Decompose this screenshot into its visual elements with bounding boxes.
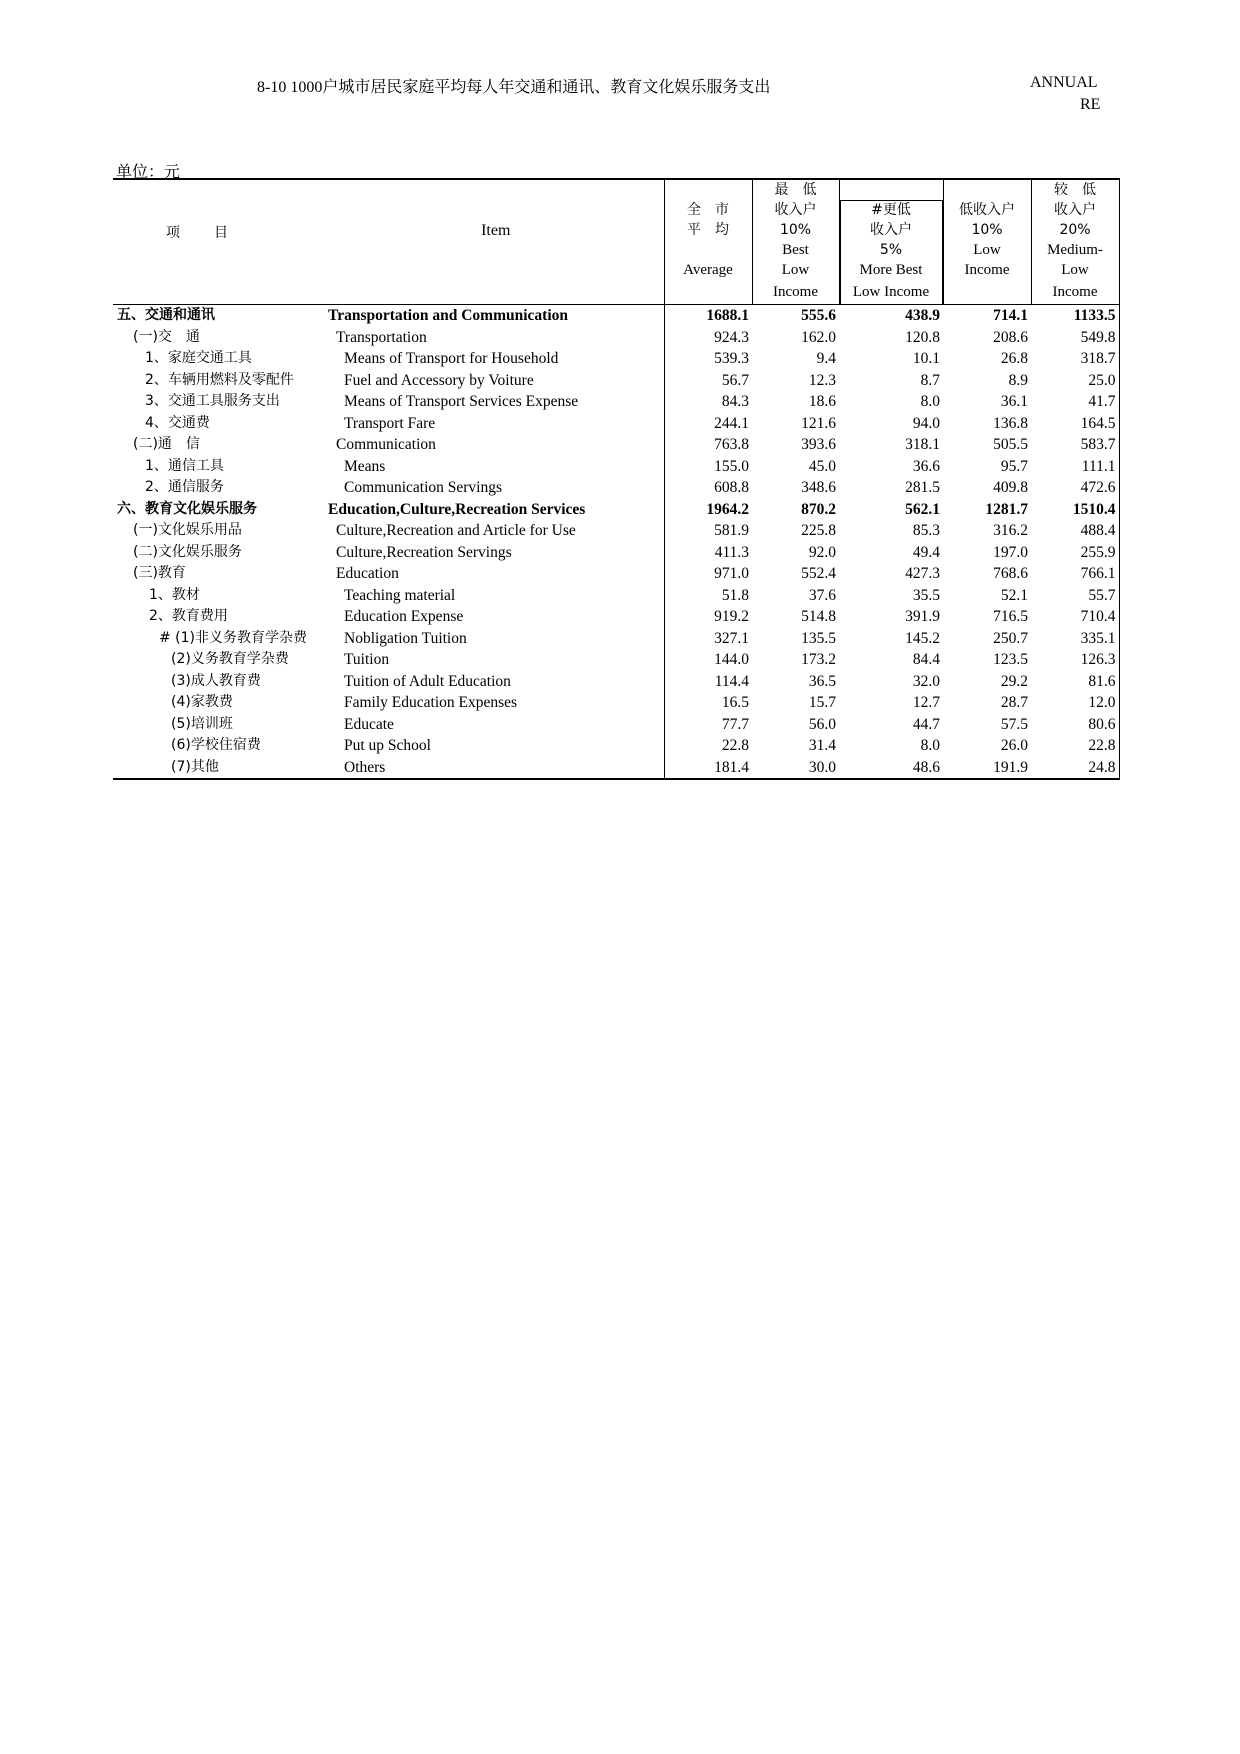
header-right-annual: ANNUAL [1030, 74, 1098, 91]
value-low-10: 8.9 [1008, 371, 1028, 389]
table-row [113, 370, 1119, 392]
value-average: 763.8 [664, 434, 752, 456]
value-medium-low-20: 255.9 [1031, 542, 1119, 564]
table-row [113, 542, 1119, 564]
row-label-cn: (一)文化娱乐用品 [133, 522, 242, 539]
value-low-10: 26.0 [1000, 737, 1028, 755]
value-lowest-5: 438.9 [839, 305, 943, 327]
value-lowest-5: 44.7 [912, 715, 940, 733]
table-row [113, 520, 1119, 542]
table-row [113, 456, 1119, 478]
value-medium-low-20: 164.5 [1031, 413, 1119, 435]
row-label-cn: 2、车辆用燃料及零配件 [145, 371, 294, 388]
value-medium-low-20: 766.1 [1031, 563, 1119, 585]
value-low-10: 505.5 [993, 436, 1028, 454]
value-average: 181.4 [664, 757, 752, 780]
value-lowest-5: 8.0 [920, 393, 940, 411]
value-low-10: 714.1 [943, 305, 1031, 327]
row-label-en: Educate [344, 715, 394, 733]
value-average: 581.9 [664, 520, 752, 542]
value-lowest-10: 37.6 [808, 586, 836, 604]
header-item-en: Item [328, 179, 664, 305]
row-label-en: Transportation and Communication [328, 305, 664, 327]
table-row [113, 628, 1119, 650]
value-low-10: 716.5 [993, 608, 1028, 626]
value-lowest-5: 84.4 [912, 651, 940, 669]
table-row [113, 563, 1119, 585]
row-label-cn: (3)成人教育费 [171, 672, 261, 689]
value-average: 327.1 [664, 628, 752, 650]
value-average: 1688.1 [664, 305, 752, 327]
value-average: 971.0 [664, 563, 752, 585]
value-lowest-10: 348.6 [801, 479, 836, 497]
row-label-en: Tuition of Adult Education [344, 672, 511, 690]
value-lowest-10: 30.0 [752, 757, 839, 780]
value-low-10: 136.8 [993, 414, 1028, 432]
row-label-cn: (一)交 通 [133, 328, 200, 345]
value-lowest-10: 12.3 [808, 371, 836, 389]
row-label-cn: 1、教材 [149, 586, 200, 603]
header-low-10: 低收入户 10% Low Income [943, 179, 1031, 305]
unit-label: 单位：元 [116, 164, 181, 181]
table-row [113, 714, 1119, 736]
row-label-cn: (4)家教费 [171, 694, 233, 711]
value-lowest-10: 555.6 [752, 305, 839, 327]
value-medium-low-20: 111.1 [1031, 456, 1119, 478]
value-lowest-10: 121.6 [801, 414, 836, 432]
table-row [113, 327, 1119, 349]
value-lowest-10: 56.0 [808, 715, 836, 733]
value-low-10: 95.7 [1000, 457, 1028, 475]
value-lowest-5: 85.3 [912, 522, 940, 540]
value-low-10: 191.9 [943, 757, 1031, 780]
value-low-10: 1281.7 [985, 500, 1028, 518]
value-lowest-5: 49.4 [912, 543, 940, 561]
value-lowest-5: 318.1 [905, 436, 940, 454]
value-lowest-5: 36.6 [912, 457, 940, 475]
row-label-en: Teaching material [344, 586, 456, 604]
row-label-cn: (7)其他 [113, 757, 328, 780]
value-lowest-10: 9.4 [816, 350, 836, 368]
value-average: 924.3 [664, 327, 752, 349]
value-lowest-5: 48.6 [839, 757, 943, 780]
value-lowest-5: 35.5 [912, 586, 940, 604]
row-label-en: Culture,Recreation Servings [336, 543, 512, 561]
value-medium-low-20: 583.7 [1031, 434, 1119, 456]
value-low-10: 250.7 [993, 629, 1028, 647]
value-low-10: 208.6 [993, 328, 1028, 346]
table-row [113, 606, 1119, 628]
row-label-en: Family Education Expenses [344, 694, 518, 712]
value-average: 1964.2 [664, 499, 752, 521]
value-medium-low-20: 24.8 [1031, 757, 1119, 780]
value-medium-low-20: 81.6 [1031, 671, 1119, 693]
value-lowest-10: 36.5 [808, 672, 836, 690]
table-row [113, 477, 1119, 499]
row-label-en: Others [328, 757, 664, 780]
value-low-10: 36.1 [1000, 393, 1028, 411]
row-label-cn: (2)义务教育学杂费 [171, 651, 289, 668]
value-average: 155.0 [664, 456, 752, 478]
value-lowest-5: 32.0 [912, 672, 940, 690]
header-lowest-5: #更低 收入户 5% More Best Low Income [839, 179, 943, 305]
value-lowest-10: 173.2 [801, 651, 836, 669]
value-lowest-5: 391.9 [905, 608, 940, 626]
value-lowest-10: 31.4 [808, 737, 836, 755]
value-lowest-5: 8.7 [920, 371, 940, 389]
value-lowest-10: 18.6 [808, 393, 836, 411]
header-average: 全 市 平 均 Average [664, 179, 752, 305]
value-average: 539.3 [664, 348, 752, 370]
value-average: 56.7 [664, 370, 752, 392]
value-low-10: 52.1 [1000, 586, 1028, 604]
table-row [113, 671, 1119, 693]
value-low-10: 57.5 [1000, 715, 1028, 733]
value-low-10: 197.0 [993, 543, 1028, 561]
value-medium-low-20: 41.7 [1031, 391, 1119, 413]
value-lowest-5: 12.7 [912, 694, 940, 712]
row-label-en: Fuel and Accessory by Voiture [344, 371, 534, 389]
value-average: 16.5 [664, 692, 752, 714]
row-label-en: Education Expense [344, 608, 464, 626]
expenditure-table [113, 178, 1116, 780]
value-low-10: 26.8 [1000, 350, 1028, 368]
value-lowest-5: 94.0 [912, 414, 940, 432]
header-item-cn: 项 目 [113, 179, 328, 305]
value-lowest-10: 92.0 [808, 543, 836, 561]
row-label-cn: 3、交通工具服务支出 [145, 393, 280, 410]
page-title: 8-10 1000户城市居民家庭平均每人年交通和通讯、教育文化娱乐服务支出 [257, 79, 771, 96]
row-label-en: Transportation [336, 328, 427, 346]
value-average: 244.1 [664, 413, 752, 435]
value-average: 919.2 [664, 606, 752, 628]
row-label-cn: 2、教育费用 [149, 608, 228, 625]
table-row [113, 499, 1119, 521]
row-label-en: Means [344, 457, 386, 475]
table-row [113, 585, 1119, 607]
header-lowest-10: 最 低 收入户 10% Best Low Income [752, 179, 839, 305]
row-label-cn: (二)文化娱乐服务 [133, 543, 242, 560]
value-low-10: 768.6 [993, 565, 1028, 583]
row-label-en: Tuition [344, 651, 390, 669]
row-label-en: Means of Transport Services Expense [344, 393, 579, 411]
table-row [113, 692, 1119, 714]
value-medium-low-20: 318.7 [1031, 348, 1119, 370]
row-label-en: Education [336, 565, 399, 583]
row-label-en: Culture,Recreation and Article for Use [336, 522, 576, 540]
value-medium-low-20: 472.6 [1031, 477, 1119, 499]
value-average: 22.8 [664, 735, 752, 757]
table-row [113, 757, 1119, 780]
value-lowest-10: 162.0 [801, 328, 836, 346]
value-average: 411.3 [664, 542, 752, 564]
value-medium-low-20: 126.3 [1031, 649, 1119, 671]
value-medium-low-20: 488.4 [1031, 520, 1119, 542]
table-row [113, 649, 1119, 671]
table-row [113, 735, 1119, 757]
value-average: 608.8 [664, 477, 752, 499]
value-lowest-5: 10.1 [912, 350, 940, 368]
value-average: 77.7 [664, 714, 752, 736]
table-row [113, 348, 1119, 370]
row-label-en: Transport Fare [344, 414, 436, 432]
value-lowest-10: 870.2 [801, 500, 836, 518]
value-low-10: 29.2 [1000, 672, 1028, 690]
value-medium-low-20: 12.0 [1031, 692, 1119, 714]
value-average: 51.8 [664, 585, 752, 607]
value-low-10: 123.5 [993, 651, 1028, 669]
row-label-cn: # (1)非义务教育学杂费 [159, 629, 308, 646]
row-label-en: Means of Transport for Household [344, 350, 559, 368]
value-lowest-10: 15.7 [808, 694, 836, 712]
row-label-cn: (二)通 信 [133, 436, 200, 453]
row-label-en: Communication [336, 436, 436, 454]
value-medium-low-20: 80.6 [1031, 714, 1119, 736]
header-right-re: RE [1080, 96, 1101, 113]
row-label-cn: (6)学校住宿费 [171, 737, 261, 754]
value-low-10: 409.8 [993, 479, 1028, 497]
table-row [113, 413, 1119, 435]
value-low-10: 28.7 [1000, 694, 1028, 712]
value-lowest-10: 225.8 [801, 522, 836, 540]
row-label-cn: (5)培训班 [171, 715, 233, 732]
value-medium-low-20: 25.0 [1031, 370, 1119, 392]
row-label-cn: 五、交通和通讯 [113, 305, 328, 327]
row-label-en: Education,Culture,Recreation Services [328, 500, 586, 518]
value-lowest-5: 120.8 [905, 328, 940, 346]
value-average: 144.0 [664, 649, 752, 671]
value-lowest-10: 552.4 [801, 565, 836, 583]
value-medium-low-20: 22.8 [1031, 735, 1119, 757]
row-label-cn: 1、家庭交通工具 [145, 350, 252, 367]
row-label-cn: 1、通信工具 [145, 457, 224, 474]
table-row [113, 305, 1119, 327]
value-lowest-5: 562.1 [905, 500, 940, 518]
value-lowest-10: 514.8 [801, 608, 836, 626]
value-average: 84.3 [664, 391, 752, 413]
row-label-cn: (三)教育 [133, 565, 186, 582]
value-medium-low-20: 549.8 [1031, 327, 1119, 349]
value-lowest-10: 393.6 [801, 436, 836, 454]
value-medium-low-20: 1133.5 [1031, 305, 1119, 327]
value-medium-low-20: 1510.4 [1031, 499, 1119, 521]
value-average: 114.4 [664, 671, 752, 693]
row-label-en: Put up School [344, 737, 431, 755]
row-label-en: Communication Servings [344, 479, 503, 497]
row-label-cn: 2、通信服务 [145, 479, 224, 496]
value-lowest-5: 427.3 [905, 565, 940, 583]
row-label-en: Nobligation Tuition [344, 629, 467, 647]
table-row [113, 391, 1119, 413]
value-medium-low-20: 710.4 [1031, 606, 1119, 628]
value-lowest-5: 145.2 [905, 629, 940, 647]
value-medium-low-20: 335.1 [1031, 628, 1119, 650]
row-label-cn: 4、交通费 [145, 414, 210, 431]
value-lowest-5: 8.0 [920, 737, 940, 755]
header-medium-low-20: 较 低 收入户 20% Medium- Low Income [1031, 179, 1119, 305]
value-lowest-10: 45.0 [808, 457, 836, 475]
value-medium-low-20: 55.7 [1031, 585, 1119, 607]
value-lowest-10: 135.5 [801, 629, 836, 647]
value-lowest-5: 281.5 [905, 479, 940, 497]
value-low-10: 316.2 [993, 522, 1028, 540]
table-row [113, 434, 1119, 456]
row-label-cn: 六、教育文化娱乐服务 [117, 500, 257, 517]
